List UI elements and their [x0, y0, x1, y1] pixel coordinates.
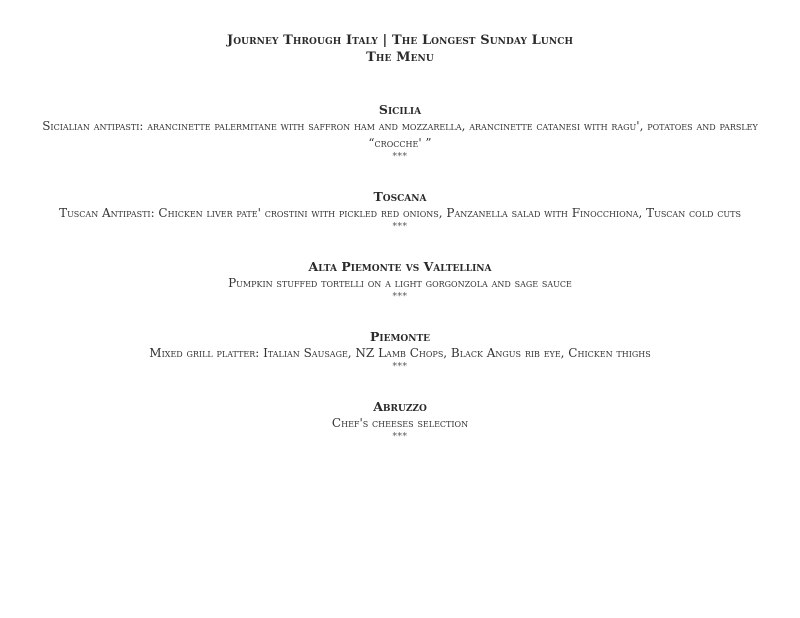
menu-section-piemonte [30, 328, 770, 372]
page-subtitle: The Menu [366, 50, 434, 65]
menu-section-sicilia [30, 101, 770, 162]
section-title: Sicilia [378, 102, 422, 117]
menu-section-abruzzo [30, 398, 770, 442]
section-separator: *** [392, 432, 408, 442]
menu-header [0, 32, 800, 66]
section-separator: *** [392, 292, 408, 302]
section-description: Sicialian antipasti: arancinette palermitane with saffron ham and mozzarella, arancinette catanesi with ragu', potatoes and parsley “crocche' ” [42, 119, 758, 150]
page-title: Journey Through Italy | The Longest Sunday Lunch [226, 33, 574, 48]
section-title: Piemonte [369, 329, 431, 344]
section-title: Abruzzo [373, 399, 427, 414]
section-description: Pumpkin stuffed tortelli on a light gorgonzola and sage sauce [228, 276, 572, 290]
menu-section-toscana [30, 188, 770, 232]
section-separator: *** [392, 362, 408, 372]
section-description: Chef's cheeses selection [331, 416, 469, 430]
section-separator: *** [392, 152, 408, 162]
section-separator: *** [392, 222, 408, 232]
section-description: Mixed grill platter: Italian Sausage, NZ Lamb Chops, Black Angus rib eye, Chicken thighs [149, 346, 651, 360]
section-title: Alta Piemonte vs Valtellina [308, 259, 492, 274]
section-title: Toscana [373, 189, 427, 204]
menu-section-alta-piemonte [30, 258, 770, 302]
section-description: Tuscan Antipasti: Chicken liver pate' crostini with pickled red onions, Panzanella salad with Finocchiona, Tuscan cold cuts [59, 206, 741, 220]
